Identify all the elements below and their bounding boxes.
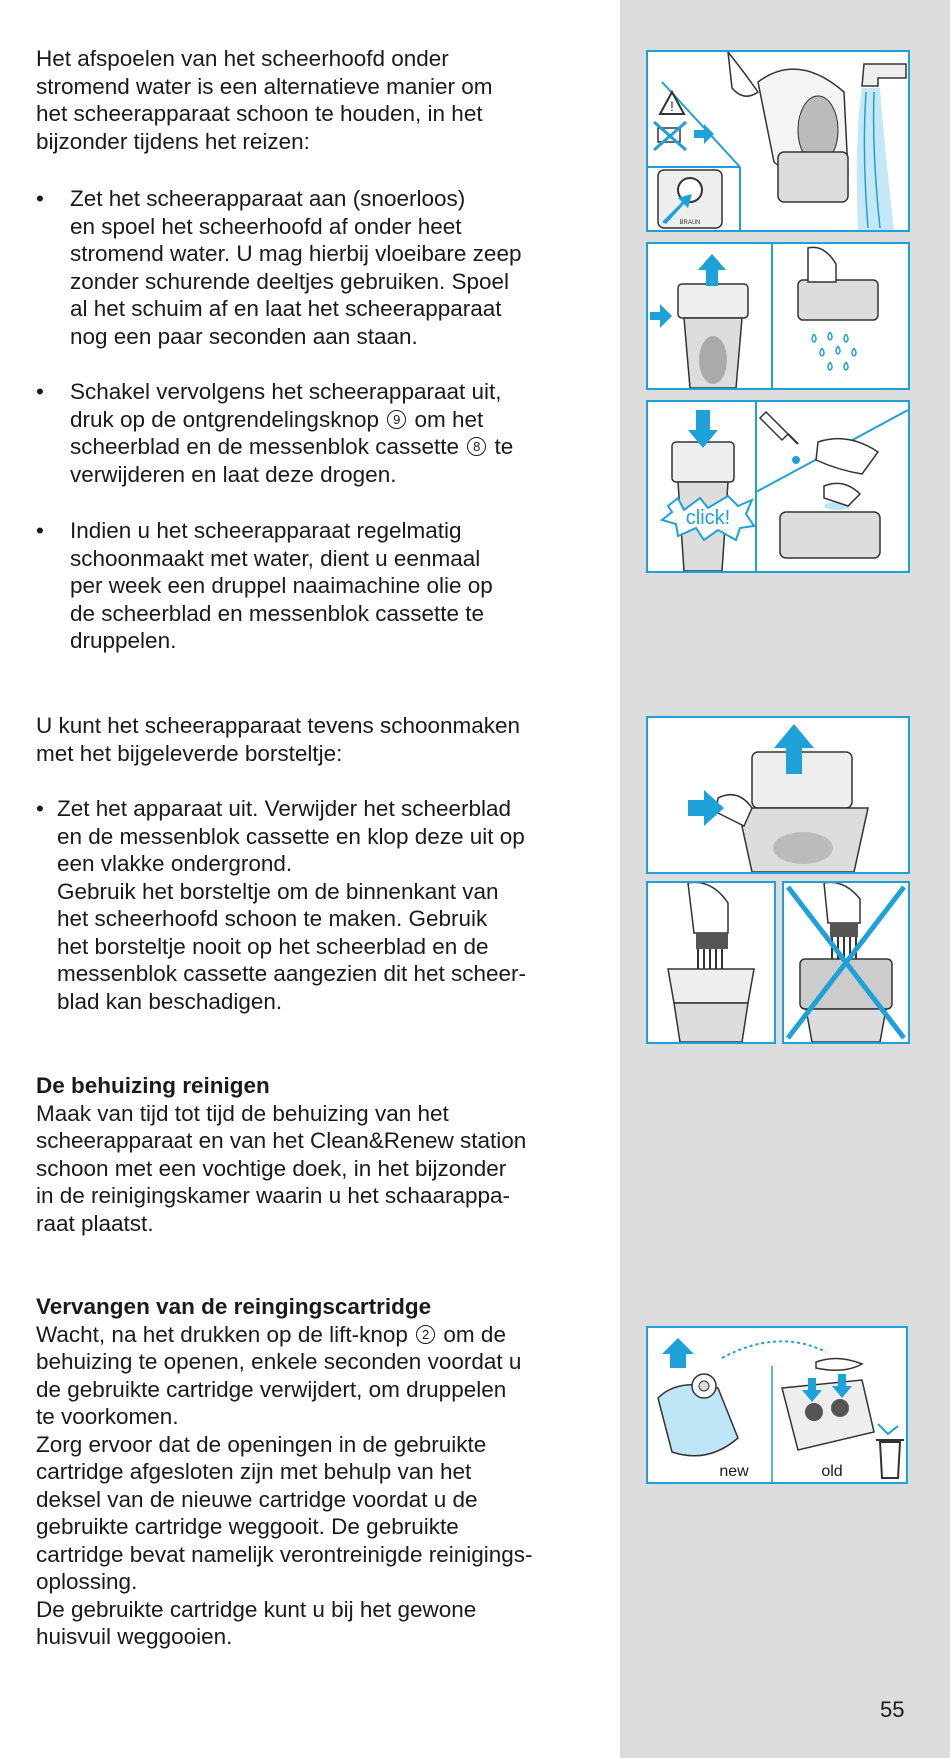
foil-cassette-icon <box>798 247 878 320</box>
water-drops-icon <box>812 332 856 370</box>
shaver-head-icon <box>672 410 734 571</box>
intro-paragraph: Het afspoelen van het scheerhoofd onder stromend water is een alternatieve manier om het scheerapparaat schoon te houden, in het bijzonder tijdens het reizen: <box>36 46 493 154</box>
old-cartridge-icon <box>782 1358 874 1450</box>
power-button-icon <box>658 170 722 228</box>
illustration-lift-foil <box>646 716 910 874</box>
old-label: old <box>821 1463 843 1480</box>
housing-section: De behuizing reinigen Maak van tijd tot tijd de behuizing van het scheerapparaat en van het Clean&Renew station schoon met een vochtige doek, in het bijzonder in de reinigingskamer waarin u het schaarappa- raat plaatst. <box>36 1073 527 1236</box>
trash-bin-icon <box>876 1424 904 1478</box>
cassette-number: 8 <box>467 437 486 456</box>
bullet-text: Zet het apparaat uit. Verwijder het scheerblad en de messenblok cassette en klop deze uit op een vlakke ondergrond. Gebruik het borsteltje om de binnenkant van het scheerhoofd schoon te maken. Gebruik het borsteltje nooit op het scheerblad en de messenblok cassette aangezien dit het scheer- blad kan beschadigen. <box>57 796 527 1014</box>
bullet-marker: • <box>36 379 44 404</box>
illustration-cartridge-replace <box>646 1326 908 1484</box>
bullet-marker: • <box>36 186 44 211</box>
bullet-text: Schakel vervolgens het scheerapparaat uit, druk op de ontgrendelingsknop 9 om het scheerblad en de messenblok cassette 8 te verwijderen en laat deze drogen. <box>70 379 514 487</box>
new-label: new <box>719 1463 749 1480</box>
shaver-head-icon <box>678 284 748 388</box>
shaver-head-icon <box>668 969 754 1042</box>
new-cartridge-icon <box>658 1374 738 1456</box>
bullet-text: Zet het scheerapparaat aan (snoerloos) en spoel het scheerhoofd af onder heet stromend water. U mag hierbij vloeibare zeep zonder schurende deeltjes gebruiken. Spoel al het schuim af en laat het scheerapparaat nog een paar seconden aan staan. <box>70 186 522 349</box>
oil-bottle-icon <box>760 412 878 474</box>
transfer-arrow <box>722 1341 826 1358</box>
section-heading: De behuizing reinigen <box>36 1073 270 1098</box>
bullet-marker: • <box>36 518 44 543</box>
illustration-brush-inside <box>646 881 776 1044</box>
tap-icon <box>857 64 906 230</box>
bullet-text: Indien u het scheerapparaat regelmatig schoonmaakt met water, dient u eenmaal per week een druppel naaimachine olie op de scheerblad en messenblok cassette te druppelen. <box>70 518 493 653</box>
illustration-rinse-under-tap <box>646 50 910 232</box>
svg-text:!: ! <box>670 98 674 114</box>
foil-cassette-icon <box>780 483 880 558</box>
release-button-number: 9 <box>387 410 406 429</box>
arrow-up-icon <box>662 1338 694 1368</box>
arrow-right-icon <box>650 304 672 328</box>
brush-intro-paragraph: U kunt het scheerapparaat tevens schoonmaken met het bijgeleverde borsteltje: <box>36 713 521 766</box>
section-heading: Vervangen van de reingingscartridge <box>36 1294 432 1319</box>
illustration-no-brush-on-foil <box>782 881 910 1044</box>
illustration-remove-and-dry <box>646 242 910 390</box>
shaver-icon <box>728 52 848 202</box>
arrow-right-icon <box>688 790 724 826</box>
bullet-marker: • <box>36 796 44 821</box>
lift-button-number: 2 <box>416 1325 435 1344</box>
cartridge-section: Vervangen van de reingingscartridge Wacht, na het drukken op de lift-knop 2 om de behuizing te openen, enkele seconden voordat u de gebruikte cartridge verwijdert, om druppelen te voorkomen. Zorg ervoor dat de openingen in de gebruikte cartridge afgesloten zijn met behulp van het deksel van de nieuwe cartridge voordat u de gebruikte cartridge weggooit. De gebruikte cartridge bevat namelijk verontreinigde reinigings- oplossing. De gebruikte cartridge kunt u bij het gewone huisvuil weggooien. <box>36 1294 533 1649</box>
no-plug-icon <box>654 122 714 150</box>
brand-label: BRAUN <box>679 220 701 226</box>
click-label: click! <box>685 507 731 529</box>
illustration-click-and-oil <box>646 400 910 573</box>
brush-icon <box>688 883 728 983</box>
arrow-up-icon <box>698 254 726 286</box>
page-number: 55 <box>880 1697 905 1722</box>
